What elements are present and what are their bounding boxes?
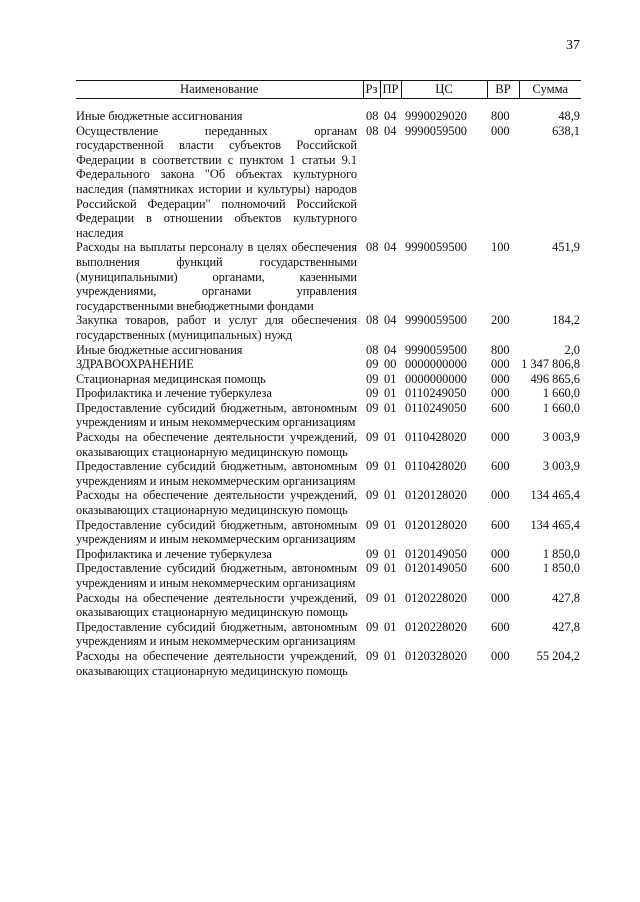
cell-cs: 0120149050 bbox=[405, 546, 467, 561]
cell-rz: 08 bbox=[366, 313, 379, 328]
cell-rz: 09 bbox=[366, 400, 379, 415]
cell-sum: 48,9 bbox=[558, 109, 580, 123]
cell-pr: 01 bbox=[384, 386, 397, 401]
cell-vr: 200 bbox=[491, 313, 510, 328]
cell-name: Расходы на обеспечение деятельности учреждений, оказывающих стационарную медицинскую помощь bbox=[76, 488, 357, 518]
table-row bbox=[76, 649, 581, 678]
header-pr: ПР bbox=[380, 81, 401, 99]
header-rz: Рз bbox=[363, 81, 380, 99]
cell-sum: 451,9 bbox=[552, 240, 580, 255]
cell-pr: 01 bbox=[384, 430, 397, 445]
header-row bbox=[76, 81, 581, 99]
cell-cs: 9990029020 bbox=[405, 109, 467, 123]
cell-pr: 00 bbox=[384, 357, 397, 372]
cell-rz: 09 bbox=[366, 546, 379, 561]
cell-rz: 08 bbox=[366, 240, 379, 255]
table-row bbox=[76, 357, 581, 372]
cell-vr: 000 bbox=[491, 590, 510, 605]
table-header bbox=[76, 81, 581, 99]
cell-vr: 600 bbox=[491, 619, 510, 634]
cell-vr: 800 bbox=[491, 109, 510, 123]
cell-rz: 09 bbox=[366, 561, 379, 576]
cell-name: ЗДРАВООХРАНЕНИЕ bbox=[76, 357, 194, 372]
cell-sum: 55 204,2 bbox=[536, 648, 580, 663]
header-sum: Сумма bbox=[519, 81, 581, 99]
table-row bbox=[76, 313, 581, 342]
cell-vr: 600 bbox=[491, 561, 510, 576]
cell-cs: 0000000000 bbox=[405, 371, 467, 386]
cell-sum: 427,8 bbox=[552, 619, 580, 634]
cell-pr: 01 bbox=[384, 561, 397, 576]
table-row bbox=[76, 430, 581, 459]
cell-pr: 04 bbox=[384, 313, 397, 328]
cell-vr: 000 bbox=[491, 371, 510, 386]
cell-vr: 000 bbox=[491, 430, 510, 445]
cell-vr: 000 bbox=[491, 488, 510, 503]
cell-name: Расходы на обеспечение деятельности учреждений, оказывающих стационарную медицинскую помощь bbox=[76, 430, 357, 459]
cell-pr: 01 bbox=[384, 619, 397, 634]
cell-rz: 09 bbox=[366, 430, 379, 445]
cell-vr: 000 bbox=[491, 357, 510, 372]
cell-pr: 04 bbox=[384, 342, 397, 357]
cell-pr: 01 bbox=[384, 400, 397, 415]
cell-rz: 08 bbox=[366, 123, 379, 138]
table-row bbox=[76, 459, 581, 488]
cell-cs: 0110249050 bbox=[405, 400, 467, 415]
cell-sum: 1 660,0 bbox=[542, 386, 580, 401]
table-row bbox=[76, 386, 581, 401]
table-row bbox=[76, 124, 581, 241]
cell-name: Предоставление субсидий бюджетным, автономным учреждениям и иным некоммерческим организациям bbox=[76, 561, 357, 590]
cell-rz: 08 bbox=[366, 109, 379, 123]
cell-name: Расходы на обеспечение деятельности учреждений, оказывающих стационарную медицинскую помощь bbox=[76, 590, 357, 620]
cell-vr: 600 bbox=[491, 459, 510, 474]
cell-sum: 184,2 bbox=[552, 313, 580, 328]
table-row bbox=[76, 518, 581, 547]
table-row bbox=[76, 488, 581, 517]
cell-sum: 3 003,9 bbox=[542, 430, 580, 445]
cell-cs: 0120228020 bbox=[405, 590, 467, 605]
cell-cs: 0000000000 bbox=[405, 357, 467, 372]
cell-name: Расходы на обеспечение деятельности учреждений, оказывающих стационарную медицинскую помощь bbox=[76, 648, 357, 678]
cell-sum: 1 347 806,8 bbox=[521, 357, 580, 372]
cell-sum: 1 660,0 bbox=[542, 400, 580, 415]
cell-rz: 09 bbox=[366, 371, 379, 386]
cell-rz: 09 bbox=[366, 357, 379, 372]
cell-pr: 01 bbox=[384, 648, 397, 663]
cell-vr: 000 bbox=[491, 648, 510, 663]
cell-pr: 01 bbox=[384, 371, 397, 386]
cell-rz: 09 bbox=[366, 459, 379, 474]
cell-vr: 000 bbox=[491, 386, 510, 401]
cell-cs: 9990059500 bbox=[405, 123, 467, 138]
table-row bbox=[76, 620, 581, 649]
table-row bbox=[76, 591, 581, 620]
cell-vr: 600 bbox=[491, 517, 510, 532]
cell-rz: 09 bbox=[366, 590, 379, 605]
table-row bbox=[76, 561, 581, 590]
cell-rz: 09 bbox=[366, 517, 379, 532]
cell-vr: 000 bbox=[491, 546, 510, 561]
cell-sum: 3 003,9 bbox=[542, 459, 580, 474]
cell-rz: 08 bbox=[366, 342, 379, 357]
cell-rz: 09 bbox=[366, 648, 379, 663]
cell-rz: 09 bbox=[366, 386, 379, 401]
cell-pr: 01 bbox=[384, 517, 397, 532]
cell-pr: 01 bbox=[384, 488, 397, 503]
cell-cs: 0120128020 bbox=[405, 488, 467, 503]
cell-vr: 800 bbox=[491, 342, 510, 357]
table-row bbox=[76, 99, 581, 124]
budget-table bbox=[76, 80, 581, 678]
cell-rz: 09 bbox=[366, 488, 379, 503]
cell-pr: 01 bbox=[384, 459, 397, 474]
cell-sum: 2,0 bbox=[564, 342, 580, 357]
cell-cs: 0120128020 bbox=[405, 517, 467, 532]
cell-pr: 01 bbox=[384, 590, 397, 605]
cell-sum: 134 465,4 bbox=[530, 517, 580, 532]
cell-sum: 1 850,0 bbox=[542, 561, 580, 576]
cell-cs: 9990059500 bbox=[405, 342, 467, 357]
cell-sum: 427,8 bbox=[552, 590, 580, 605]
cell-pr: 04 bbox=[384, 109, 397, 123]
cell-pr: 04 bbox=[384, 123, 397, 138]
cell-cs: 0120328020 bbox=[405, 648, 467, 663]
cell-sum: 134 465,4 bbox=[530, 488, 580, 503]
cell-vr: 100 bbox=[491, 240, 510, 255]
cell-name: Расходы на выплаты персоналу в целях обеспечения выполнения функций государственными (муниципальными) органами, казенными учреждениями, органами управления государственными внебюджетными фондами bbox=[76, 240, 357, 313]
table-row bbox=[76, 343, 581, 358]
cell-cs: 0110428020 bbox=[405, 459, 467, 474]
cell-cs: 0120149050 bbox=[405, 561, 467, 576]
cell-pr: 04 bbox=[384, 240, 397, 255]
cell-name: Предоставление субсидий бюджетным, автономным учреждениям и иным некоммерческим организациям bbox=[76, 400, 357, 430]
cell-sum: 1 850,0 bbox=[542, 546, 580, 561]
header-name: Наименование bbox=[76, 81, 363, 99]
cell-name: Предоставление субсидий бюджетным, автономным учреждениям и иным некоммерческим организациям bbox=[76, 619, 357, 649]
cell-name: Иные бюджетные ассигнования bbox=[76, 342, 243, 357]
cell-cs: 9990059500 bbox=[405, 313, 467, 328]
cell-cs: 9990059500 bbox=[405, 240, 467, 255]
table-row bbox=[76, 372, 581, 387]
cell-sum: 638,1 bbox=[552, 123, 580, 138]
table-row bbox=[76, 547, 581, 562]
cell-sum: 496 865,6 bbox=[530, 371, 580, 386]
cell-vr: 600 bbox=[491, 400, 510, 415]
cell-name: Стационарная медицинская помощь bbox=[76, 371, 266, 386]
table-row bbox=[76, 401, 581, 430]
page-number: 37 bbox=[566, 38, 580, 53]
table-body bbox=[76, 99, 581, 679]
cell-name: Иные бюджетные ассигнования bbox=[76, 109, 243, 123]
cell-name: Предоставление субсидий бюджетным, автономным учреждениям и иным некоммерческим организациям bbox=[76, 517, 357, 547]
cell-cs: 0110428020 bbox=[405, 430, 467, 445]
cell-name: Закупка товаров, работ и услуг для обеспечения государственных (муниципальных) нужд bbox=[76, 313, 357, 342]
table-row bbox=[76, 240, 581, 313]
cell-name: Профилактика и лечение туберкулеза bbox=[76, 546, 272, 561]
header-vr: ВР bbox=[487, 81, 519, 99]
header-cs: ЦС bbox=[401, 81, 487, 99]
cell-name: Профилактика и лечение туберкулеза bbox=[76, 386, 272, 401]
cell-rz: 09 bbox=[366, 619, 379, 634]
cell-vr: 000 bbox=[491, 123, 510, 138]
cell-pr: 01 bbox=[384, 546, 397, 561]
cell-name: Предоставление субсидий бюджетным, автономным учреждениям и иным некоммерческим организациям bbox=[76, 459, 357, 488]
cell-cs: 0120228020 bbox=[405, 619, 467, 634]
cell-name: Осуществление переданных органам государственной власти субъектов Российской Федерации в соответствии с пунктом 1 статьи 9.1 Федерального закона "Об объектах культурного наследия (памятниках истории и культуры) народов Российской Федерации" полномочий Российской Федерации в отношении объектов культурного наследия bbox=[76, 123, 357, 240]
cell-cs: 0110249050 bbox=[405, 386, 467, 401]
